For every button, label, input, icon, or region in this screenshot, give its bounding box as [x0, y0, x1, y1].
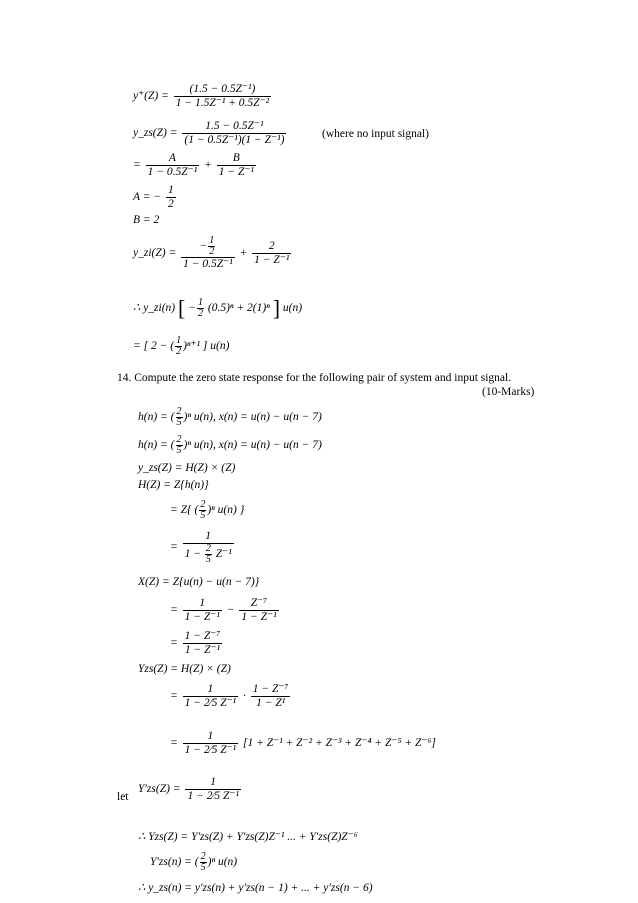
eq-x-z-split: = $\frac{1}{\text{1 − Z⁻¹}}$ − $\frac{\text{Z⁻⁷}}{\text{1 − Z⁻¹}}$ — [170, 597, 277, 623]
fraction: $\frac{2}{\text{1 − Z⁻¹}}$ — [254, 240, 290, 266]
eq-h-n-1: h(n) = ( $\frac{2}{5}$ )ⁿ u(n), x(n) = u(n) − u(n − 7) — [138, 406, 322, 428]
eq-yzs-sum: ∴ Yzs(Z) = Y′zs(Z) + Y′zs(Z)Z⁻¹ ... + Y′zs(Z)Z⁻⁶ — [138, 831, 358, 843]
question-title: 14. Compute the zero state response for the following pair of system and input signal. — [117, 372, 512, 384]
eq-x-z: X(Z) = Z{u(n) − u(n − 7)} — [138, 576, 260, 588]
eq-x-z-result: = $\frac{\text{1 − Z⁻⁷}}{\text{1 − Z⁻¹}}$ — [170, 630, 221, 656]
eq-y-zi-n: ∴ y_zi(n) [ − $\frac{1}{2}$ (0.5)ⁿ + 2(1)ⁿ ] u(n) — [133, 295, 303, 321]
eq-y-plus — [133, 83, 273, 110]
eq-yzs-series: = $\frac{1}{\text{1 − 2⁄5 Z⁻¹}}$ [1 + Z⁻¹ + Z⁻² + Z⁻³ + Z⁻⁴ + Z⁻⁵ + Z⁻⁶] — [170, 730, 436, 756]
eq-y-prime-z: Y′zs(Z) = $\frac{1}{\text{1 − 2⁄5 Z⁻¹}}$ — [138, 776, 239, 802]
eq-y-zs-product: y_zs(Z) = H(Z) × (Z) — [138, 462, 236, 474]
eq-h-z-result: = 1 1 − $\frac{2}{5}$ Z⁻¹ — [170, 530, 232, 565]
fraction-a: $\frac{A}{\text{1 − 0.5Z⁻¹}}$ — [147, 152, 198, 178]
eq-y-zs — [133, 120, 288, 147]
fraction: $\frac{\text{1.5 − 0.5Z⁻¹}}{\text{(1 − 0.5Z⁻¹)(1 − Z⁻¹)}}$ — [184, 120, 285, 146]
eq-final-response: ∴ y_zs(n) = y′zs(n) + y′zs(n − 1) + ... + y′zs(n − 6) — [138, 882, 373, 894]
eq-h-n-2: h(n) = ( $\frac{2}{5}$ )ⁿ u(n), x(n) = u(n) − u(n − 7) — [138, 434, 322, 456]
eq-yzs-product: Yzs(Z) = H(Z) × (Z) — [138, 663, 231, 675]
eq-lhs: y_zs(Z) = — [133, 127, 178, 140]
eq-yzs-fraction: = $\frac{1}{\text{1 − 2⁄5 Z⁻¹}}$ · $\frac{\text{1 − Z⁻⁷}}{\text{1 − Z¹}}$ — [170, 683, 289, 709]
fraction-b: $\frac{B}{\text{1 − Z⁻¹}}$ — [218, 152, 254, 178]
eq-partial-fraction: = $\frac{A}{\text{1 − 0.5Z⁻¹}}$ + $\frac{B}{\text{1 − Z⁻¹}}$ — [133, 152, 254, 178]
fraction: $\frac{\text{(1.5 − 0.5Z⁻¹)}}{\text{1 − 1.5Z⁻¹ + 0.5Z⁻²}}$ — [175, 83, 270, 109]
fraction: − $\frac{1}{2}$ 1 − 0.5Z⁻¹ — [183, 235, 233, 270]
let-label: let — [117, 791, 129, 803]
eq-y-zi-z: y_zi(Z) = − $\frac{1}{2}$ 1 − 0.5Z⁻¹ + $\frac{2}{\text{1 − Z⁻¹}}$ — [133, 235, 290, 270]
eq-lhs: y⁺(Z) = — [133, 90, 169, 103]
eq-y-prime-n: Y′zs(n) = ( $\frac{2}{5}$ )ⁿ u(n) — [150, 851, 238, 873]
eq-h-z: H(Z) = Z{h(n)} — [138, 479, 209, 491]
eq-b-value: B = 2 — [133, 214, 160, 226]
eq-y-zi-result: = [ 2 − ( $\frac{1}{2}$ )ⁿ⁺¹ ] u(n) — [133, 335, 230, 357]
eq-h-z-transform: = Z{ ( $\frac{2}{5}$ )ⁿ u(n) } — [170, 499, 245, 521]
eq-a-value: A = − $\frac{1}{2}$ — [133, 184, 174, 210]
fraction: $\frac{1}{2}$ — [167, 184, 174, 210]
question-marks: (10-Marks) — [482, 386, 535, 398]
note-no-input: (where no input signal) — [322, 128, 429, 140]
